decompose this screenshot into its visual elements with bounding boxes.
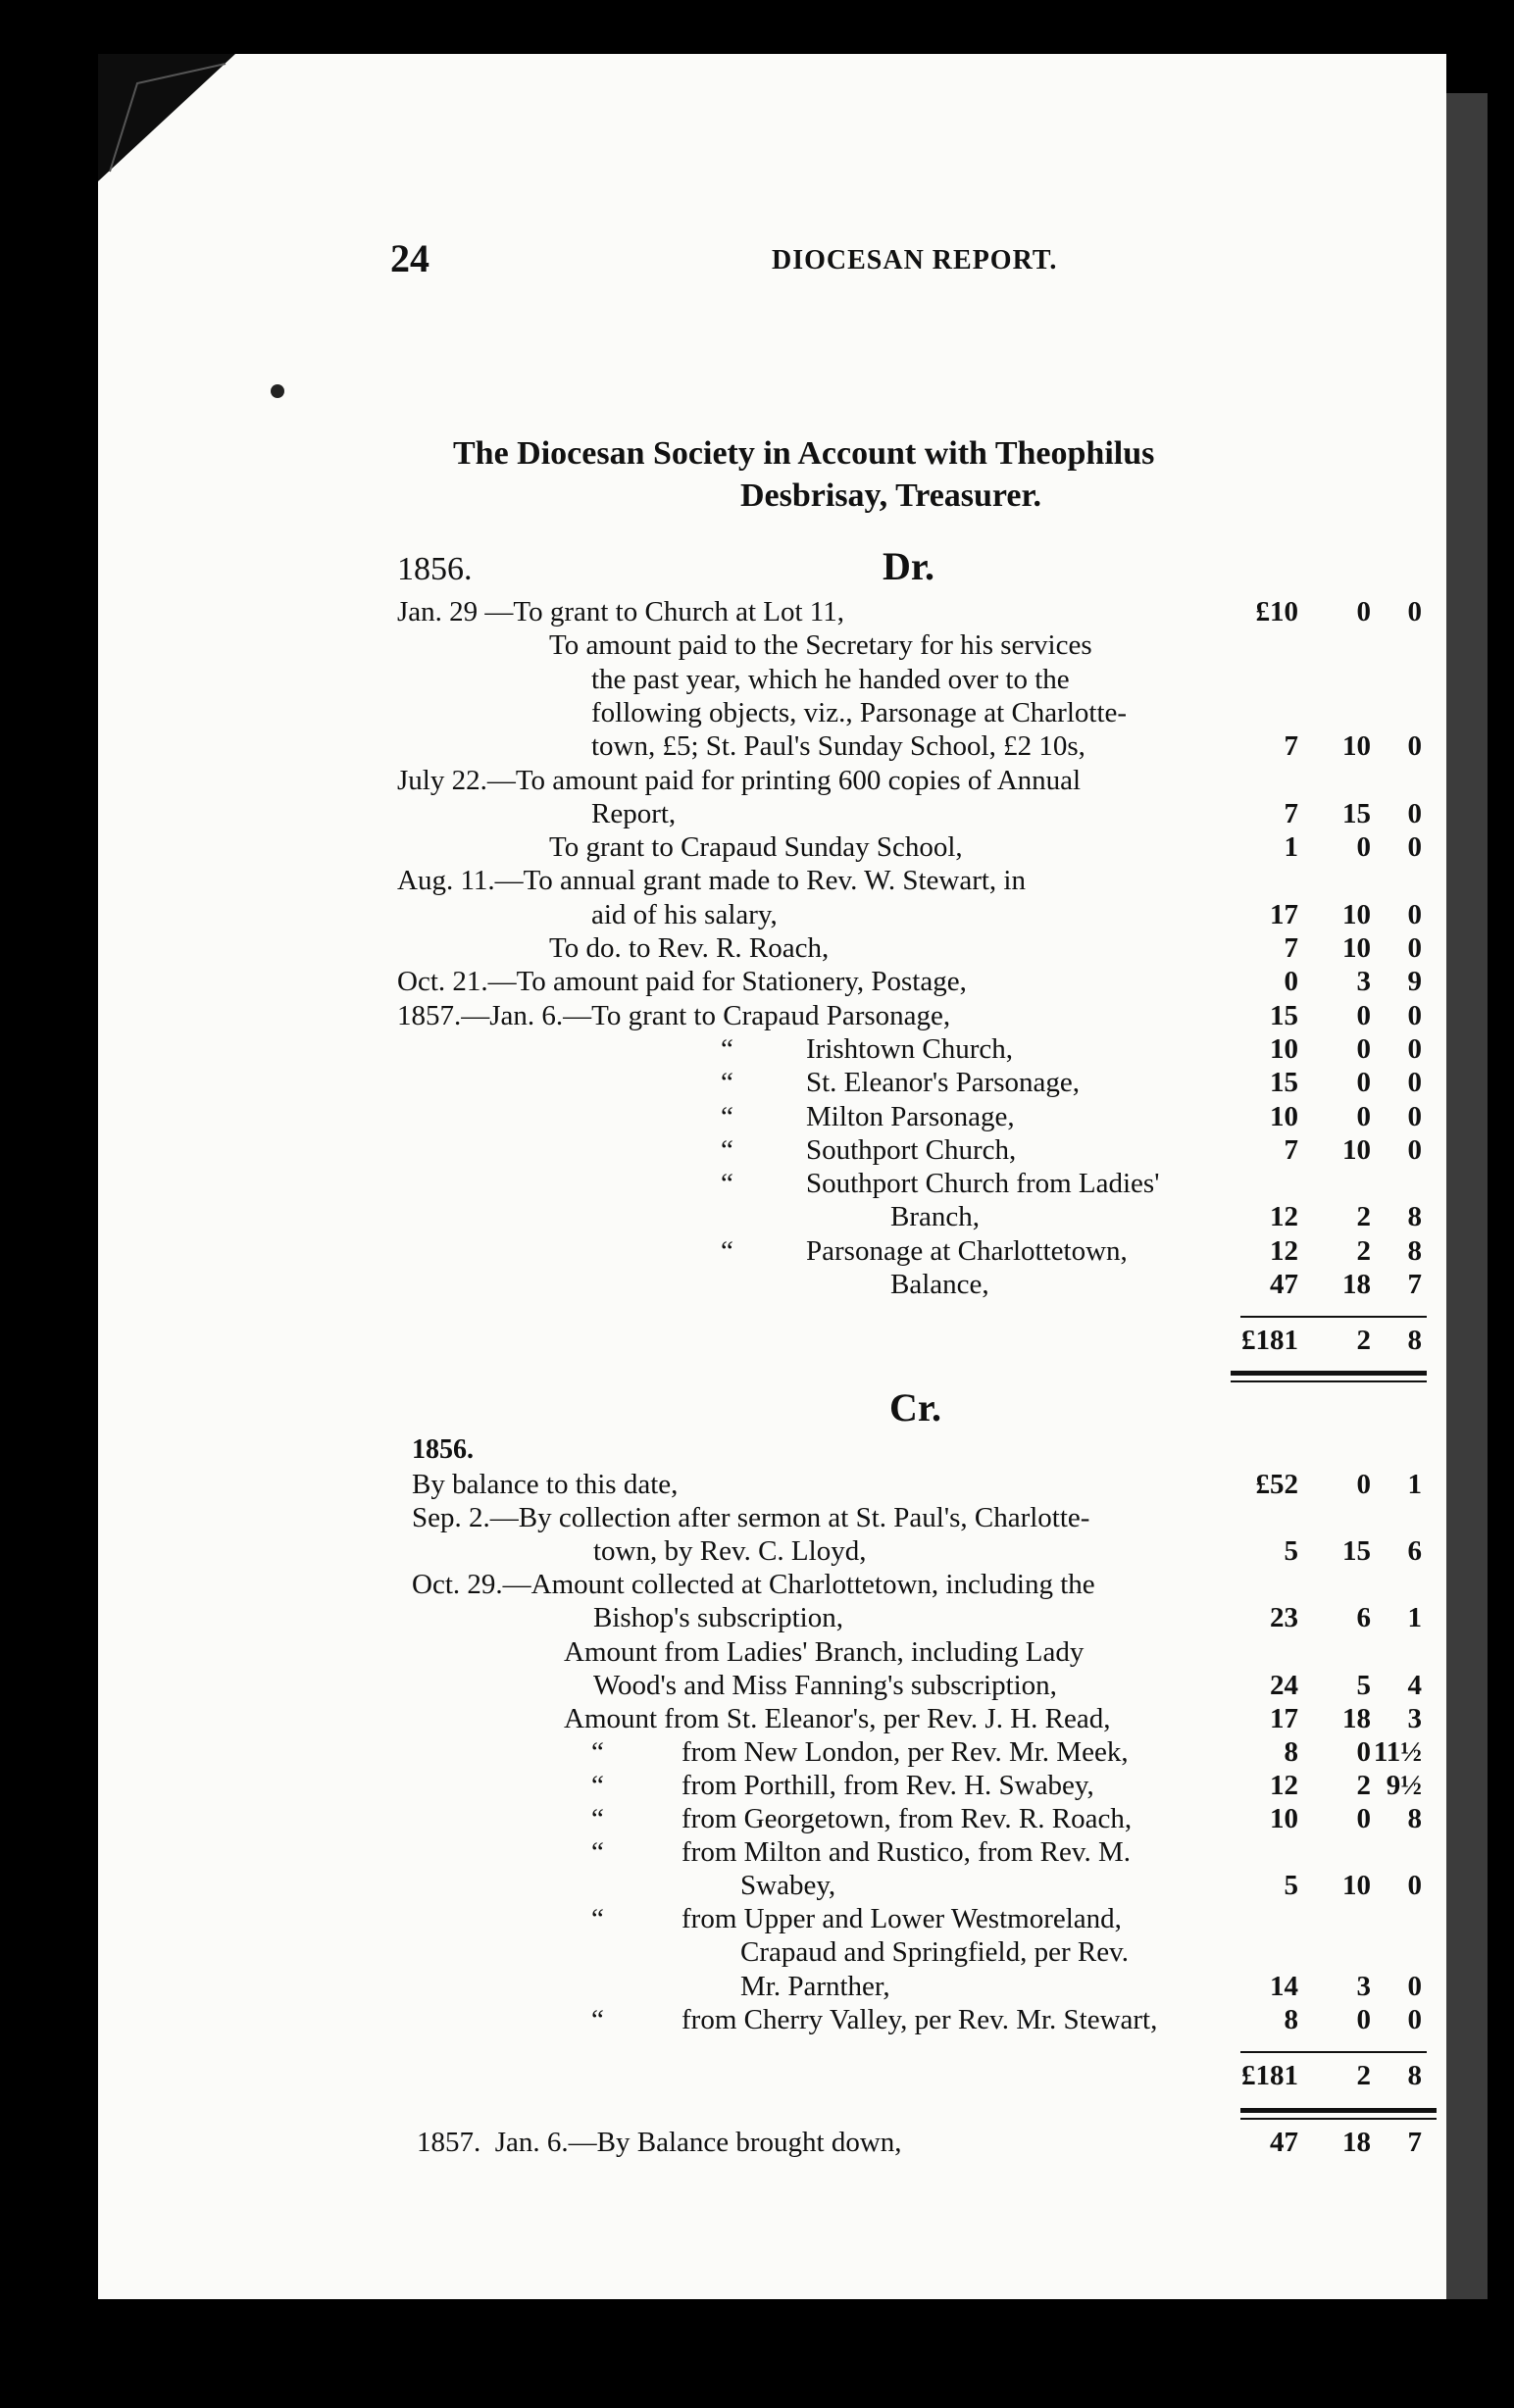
debit-description: Report, [591, 797, 677, 829]
credit-total-double-rule-top [1240, 2108, 1437, 2113]
debit-shillings: 10 [1342, 1133, 1371, 1166]
account-title-line-2: Desbrisay, Treasurer. [740, 477, 1041, 514]
debit-pounds: 7 [1284, 1133, 1298, 1166]
debit-row [0, 696, 1514, 729]
debit-description: Milton Parsonage, [806, 1100, 1015, 1132]
page-number: 24 [390, 236, 429, 280]
debit-description: St. Eleanor's Parsonage, [806, 1067, 1081, 1099]
debit-total-double-rule-top [1231, 1371, 1427, 1376]
credit-description: Sep. 2.—By collection after sermon at St. Paul's, Charlotte- [412, 1502, 1090, 1534]
credit-pence: 8 [1407, 1803, 1422, 1834]
credit-shillings: 6 [1356, 1602, 1371, 1634]
credit-shillings: 3 [1356, 1970, 1371, 2002]
credit-row [0, 1869, 1514, 1902]
debit-description: To grant to Crapaud Sunday School, [549, 831, 963, 864]
credit-shillings: 0 [1356, 1803, 1371, 1834]
credit-pounds: 8 [1284, 2003, 1298, 2035]
debit-pence: 0 [1407, 831, 1422, 864]
debit-pence: 0 [1407, 932, 1422, 964]
ditto-mark: “ [591, 1803, 604, 1834]
debit-pence: 0 [1407, 1067, 1422, 1099]
credit-shillings: 2 [1356, 1769, 1371, 1801]
debit-total-shillings: 2 [1356, 1325, 1371, 1356]
debit-row [0, 764, 1514, 797]
debit-description: Balance, [890, 1269, 989, 1300]
debit-row [0, 864, 1514, 897]
credit-total-shillings: 2 [1356, 2060, 1371, 2091]
debit-description: Oct. 21.—To amount paid for Stationery, Postage, [397, 966, 967, 998]
debit-pounds: £10 [1255, 596, 1298, 627]
debit-description: aid of his salary, [591, 898, 778, 930]
debit-description: Parsonage at Charlottetown, [806, 1234, 1128, 1267]
credit-description: Swabey, [740, 1870, 836, 1902]
debit-row [0, 1167, 1514, 1200]
debit-description: Branch, [890, 1201, 980, 1233]
credit-description: from Upper and Lower Westmoreland, [681, 1903, 1122, 1935]
debit-shillings: 10 [1342, 932, 1371, 964]
credit-row [0, 1702, 1514, 1735]
debit-pence: 0 [1407, 596, 1422, 627]
debit-shillings: 3 [1356, 966, 1371, 998]
debit-shillings: 10 [1342, 898, 1371, 930]
debit-pence: 0 [1407, 1032, 1422, 1065]
debit-pence: 0 [1407, 730, 1422, 763]
debit-row [0, 595, 1514, 628]
debit-shillings: 10 [1342, 730, 1371, 763]
debit-pence: 8 [1407, 1201, 1422, 1233]
credit-row [0, 1601, 1514, 1634]
debit-pounds: 12 [1270, 1234, 1298, 1267]
debit-pounds: 47 [1270, 1269, 1298, 1300]
ditto-mark: “ [591, 1769, 604, 1801]
credit-shillings: 10 [1342, 1870, 1371, 1902]
debit-row [0, 965, 1514, 998]
debit-total-double-rule-bottom [1231, 1380, 1427, 1382]
debit-pence: 7 [1407, 1269, 1422, 1300]
debit-total-pounds: £181 [1241, 1325, 1298, 1356]
balance-brought-down-row [0, 2126, 1514, 2159]
credit-row [0, 1902, 1514, 1935]
debit-row [0, 1133, 1514, 1167]
credit-row [0, 1635, 1514, 1669]
balance-brought-down-pounds: 47 [1270, 2127, 1298, 2158]
credit-pounds: 8 [1284, 1735, 1298, 1768]
credit-description: By balance to this date, [412, 1469, 679, 1500]
credit-shillings: 15 [1342, 1535, 1371, 1568]
credit-total-pence: 8 [1407, 2060, 1422, 2091]
balance-brought-down-shillings: 18 [1342, 2127, 1371, 2158]
credit-description: from New London, per Rev. Mr. Meek, [681, 1735, 1129, 1768]
credit-shillings: 0 [1356, 1735, 1371, 1768]
credit-description: town, by Rev. C. Lloyd, [593, 1535, 867, 1568]
debit-shillings: 0 [1356, 1100, 1371, 1132]
debit-pounds: 15 [1270, 1067, 1298, 1099]
credit-description: from Porthill, from Rev. H. Swabey, [681, 1769, 1094, 1801]
ditto-mark: “ [591, 2003, 604, 2035]
ink-spot-icon [271, 384, 284, 398]
ditto-mark: “ [721, 1067, 733, 1099]
debit-row [0, 1234, 1514, 1268]
credit-description: Crapaud and Springfield, per Rev. [740, 1936, 1129, 1969]
credit-row [0, 1669, 1514, 1702]
debit-pence: 0 [1407, 898, 1422, 930]
debit-shillings: 15 [1342, 797, 1371, 829]
debit-row [0, 663, 1514, 696]
credit-pounds: 5 [1284, 1535, 1298, 1568]
ditto-mark: “ [721, 1234, 733, 1267]
credit-row [0, 1534, 1514, 1568]
credit-total-row [0, 2059, 1514, 2092]
debit-pounds: 0 [1284, 966, 1298, 998]
ditto-mark: “ [591, 1903, 604, 1935]
credit-description: Bishop's subscription, [593, 1602, 843, 1634]
credit-pence: 1 [1407, 1469, 1422, 1500]
credit-description: from Cherry Valley, per Rev. Mr. Stewart, [681, 2003, 1158, 2035]
debit-pence: 0 [1407, 797, 1422, 829]
credit-pounds: 23 [1270, 1602, 1298, 1634]
debit-shillings: 2 [1356, 1234, 1371, 1267]
folded-corner-icon [98, 54, 235, 181]
debit-row [0, 999, 1514, 1032]
debit-row [0, 729, 1514, 763]
debit-pounds: 15 [1270, 999, 1298, 1031]
debit-row [0, 830, 1514, 864]
credit-shillings: 18 [1342, 1702, 1371, 1734]
debit-description: Aug. 11.—To annual grant made to Rev. W. Stewart, in [397, 865, 1026, 897]
credit-subtotal-rule [1240, 2051, 1427, 2053]
credit-pence: 0 [1407, 1970, 1422, 2002]
debit-row [0, 1032, 1514, 1066]
debit-shillings: 2 [1356, 1201, 1371, 1233]
credit-shillings: 0 [1356, 2003, 1371, 2035]
debit-pence: 0 [1407, 1133, 1422, 1166]
debit-pounds: 1 [1284, 831, 1298, 864]
account-title-line-1: The Diocesan Society in Account with Theophilus [453, 435, 1155, 472]
debit-row [0, 1066, 1514, 1099]
debit-row [0, 1200, 1514, 1233]
credit-pence: 0 [1407, 2003, 1422, 2035]
debit-subtotal-rule [1240, 1316, 1427, 1318]
credit-pounds: 12 [1270, 1769, 1298, 1801]
debit-description: July 22.—To amount paid for printing 600 copies of Annual [397, 764, 1082, 796]
debit-pence: 9 [1407, 966, 1422, 998]
debit-description: Southport Church, [806, 1133, 1017, 1166]
debit-pounds: 7 [1284, 932, 1298, 964]
debit-pounds: 7 [1284, 797, 1298, 829]
credit-pounds: £52 [1255, 1469, 1298, 1500]
debit-pence: 0 [1407, 999, 1422, 1031]
ditto-mark: “ [721, 1168, 733, 1200]
credit-row [0, 1501, 1514, 1534]
debit-description: town, £5; St. Paul's Sunday School, £2 10s, [591, 730, 1085, 763]
credit-description: from Georgetown, from Rev. R. Roach, [681, 1803, 1133, 1834]
credit-description: Amount from Ladies' Branch, including Lady [564, 1635, 1085, 1668]
credit-description: from Milton and Rustico, from Rev. M. [681, 1836, 1132, 1869]
credit-pounds: 24 [1270, 1669, 1298, 1701]
credit-heading: Cr. [889, 1385, 941, 1430]
credit-total-double-rule-bottom [1240, 2118, 1437, 2120]
credit-pence: 11½ [1373, 1735, 1422, 1768]
debit-description: 1857.—Jan. 6.—To grant to Crapaud Parsonage, [397, 999, 951, 1031]
debit-total-pence: 8 [1407, 1325, 1422, 1356]
debit-description: To amount paid to the Secretary for his services [549, 629, 1092, 662]
debit-shillings: 0 [1356, 596, 1371, 627]
credit-row [0, 1802, 1514, 1835]
debit-description: following objects, viz., Parsonage at Charlotte- [591, 696, 1128, 728]
credit-pence: 1 [1407, 1602, 1422, 1634]
credit-row [0, 1769, 1514, 1802]
credit-shillings: 0 [1356, 1469, 1371, 1500]
ditto-mark: “ [591, 1836, 604, 1869]
running-title: DIOCESAN REPORT. [772, 245, 1058, 276]
credit-description: Oct. 29.—Amount collected at Charlottetown, including the [412, 1569, 1095, 1601]
debit-row [0, 1100, 1514, 1133]
debit-pounds: 10 [1270, 1032, 1298, 1065]
ditto-mark: “ [721, 1133, 733, 1166]
credit-row [0, 1835, 1514, 1869]
credit-pence: 3 [1407, 1702, 1422, 1734]
debit-pence: 8 [1407, 1234, 1422, 1267]
debit-year: 1856. [397, 551, 473, 587]
debit-heading: Dr. [883, 544, 934, 588]
ditto-mark: “ [721, 1032, 733, 1065]
credit-description: Amount from St. Eleanor's, per Rev. J. H. Read, [564, 1702, 1111, 1734]
credit-row [0, 1735, 1514, 1769]
debit-pounds: 17 [1270, 898, 1298, 930]
debit-row [0, 898, 1514, 931]
ditto-mark: “ [721, 1100, 733, 1132]
debit-pounds: 12 [1270, 1201, 1298, 1233]
credit-shillings: 5 [1356, 1669, 1371, 1701]
balance-brought-down-pence: 7 [1407, 2127, 1422, 2158]
ditto-mark: “ [591, 1735, 604, 1768]
debit-description: Jan. 29 —To grant to Church at Lot 11, [397, 596, 844, 627]
debit-total-row [0, 1324, 1514, 1357]
credit-row [0, 1468, 1514, 1501]
debit-pounds: 10 [1270, 1100, 1298, 1132]
credit-pence: 0 [1407, 1870, 1422, 1902]
debit-description: Southport Church from Ladies' [806, 1168, 1160, 1200]
credit-description: Wood's and Miss Fanning's subscription, [593, 1669, 1057, 1701]
debit-row [0, 628, 1514, 662]
debit-description: Irishtown Church, [806, 1032, 1014, 1065]
credit-pounds: 10 [1270, 1803, 1298, 1834]
debit-shillings: 0 [1356, 831, 1371, 864]
credit-row [0, 1970, 1514, 2003]
credit-row [0, 1935, 1514, 1969]
debit-pence: 0 [1407, 1100, 1422, 1132]
credit-pounds: 14 [1270, 1970, 1298, 2002]
debit-description: To do. to Rev. R. Roach, [549, 932, 830, 964]
credit-pence: 6 [1407, 1535, 1422, 1568]
debit-row [0, 1268, 1514, 1301]
debit-shillings: 18 [1342, 1269, 1371, 1300]
credit-description: Mr. Parnther, [740, 1970, 890, 2002]
credit-year: 1856. [412, 1434, 474, 1465]
credit-pounds: 5 [1284, 1870, 1298, 1902]
debit-shillings: 0 [1356, 1067, 1371, 1099]
debit-shillings: 0 [1356, 1032, 1371, 1065]
debit-row [0, 931, 1514, 965]
debit-shillings: 0 [1356, 999, 1371, 1031]
credit-total-pounds: £181 [1241, 2060, 1298, 2091]
debit-row [0, 797, 1514, 830]
credit-pence: 9½ [1386, 1769, 1422, 1801]
credit-pounds: 17 [1270, 1702, 1298, 1734]
balance-brought-down-text: 1857. Jan. 6.—By Balance brought down, [417, 2127, 902, 2158]
credit-row [0, 2003, 1514, 2036]
credit-pence: 4 [1407, 1669, 1422, 1701]
debit-description: the past year, which he handed over to the [591, 663, 1070, 695]
credit-row [0, 1568, 1514, 1601]
debit-pounds: 7 [1284, 730, 1298, 763]
